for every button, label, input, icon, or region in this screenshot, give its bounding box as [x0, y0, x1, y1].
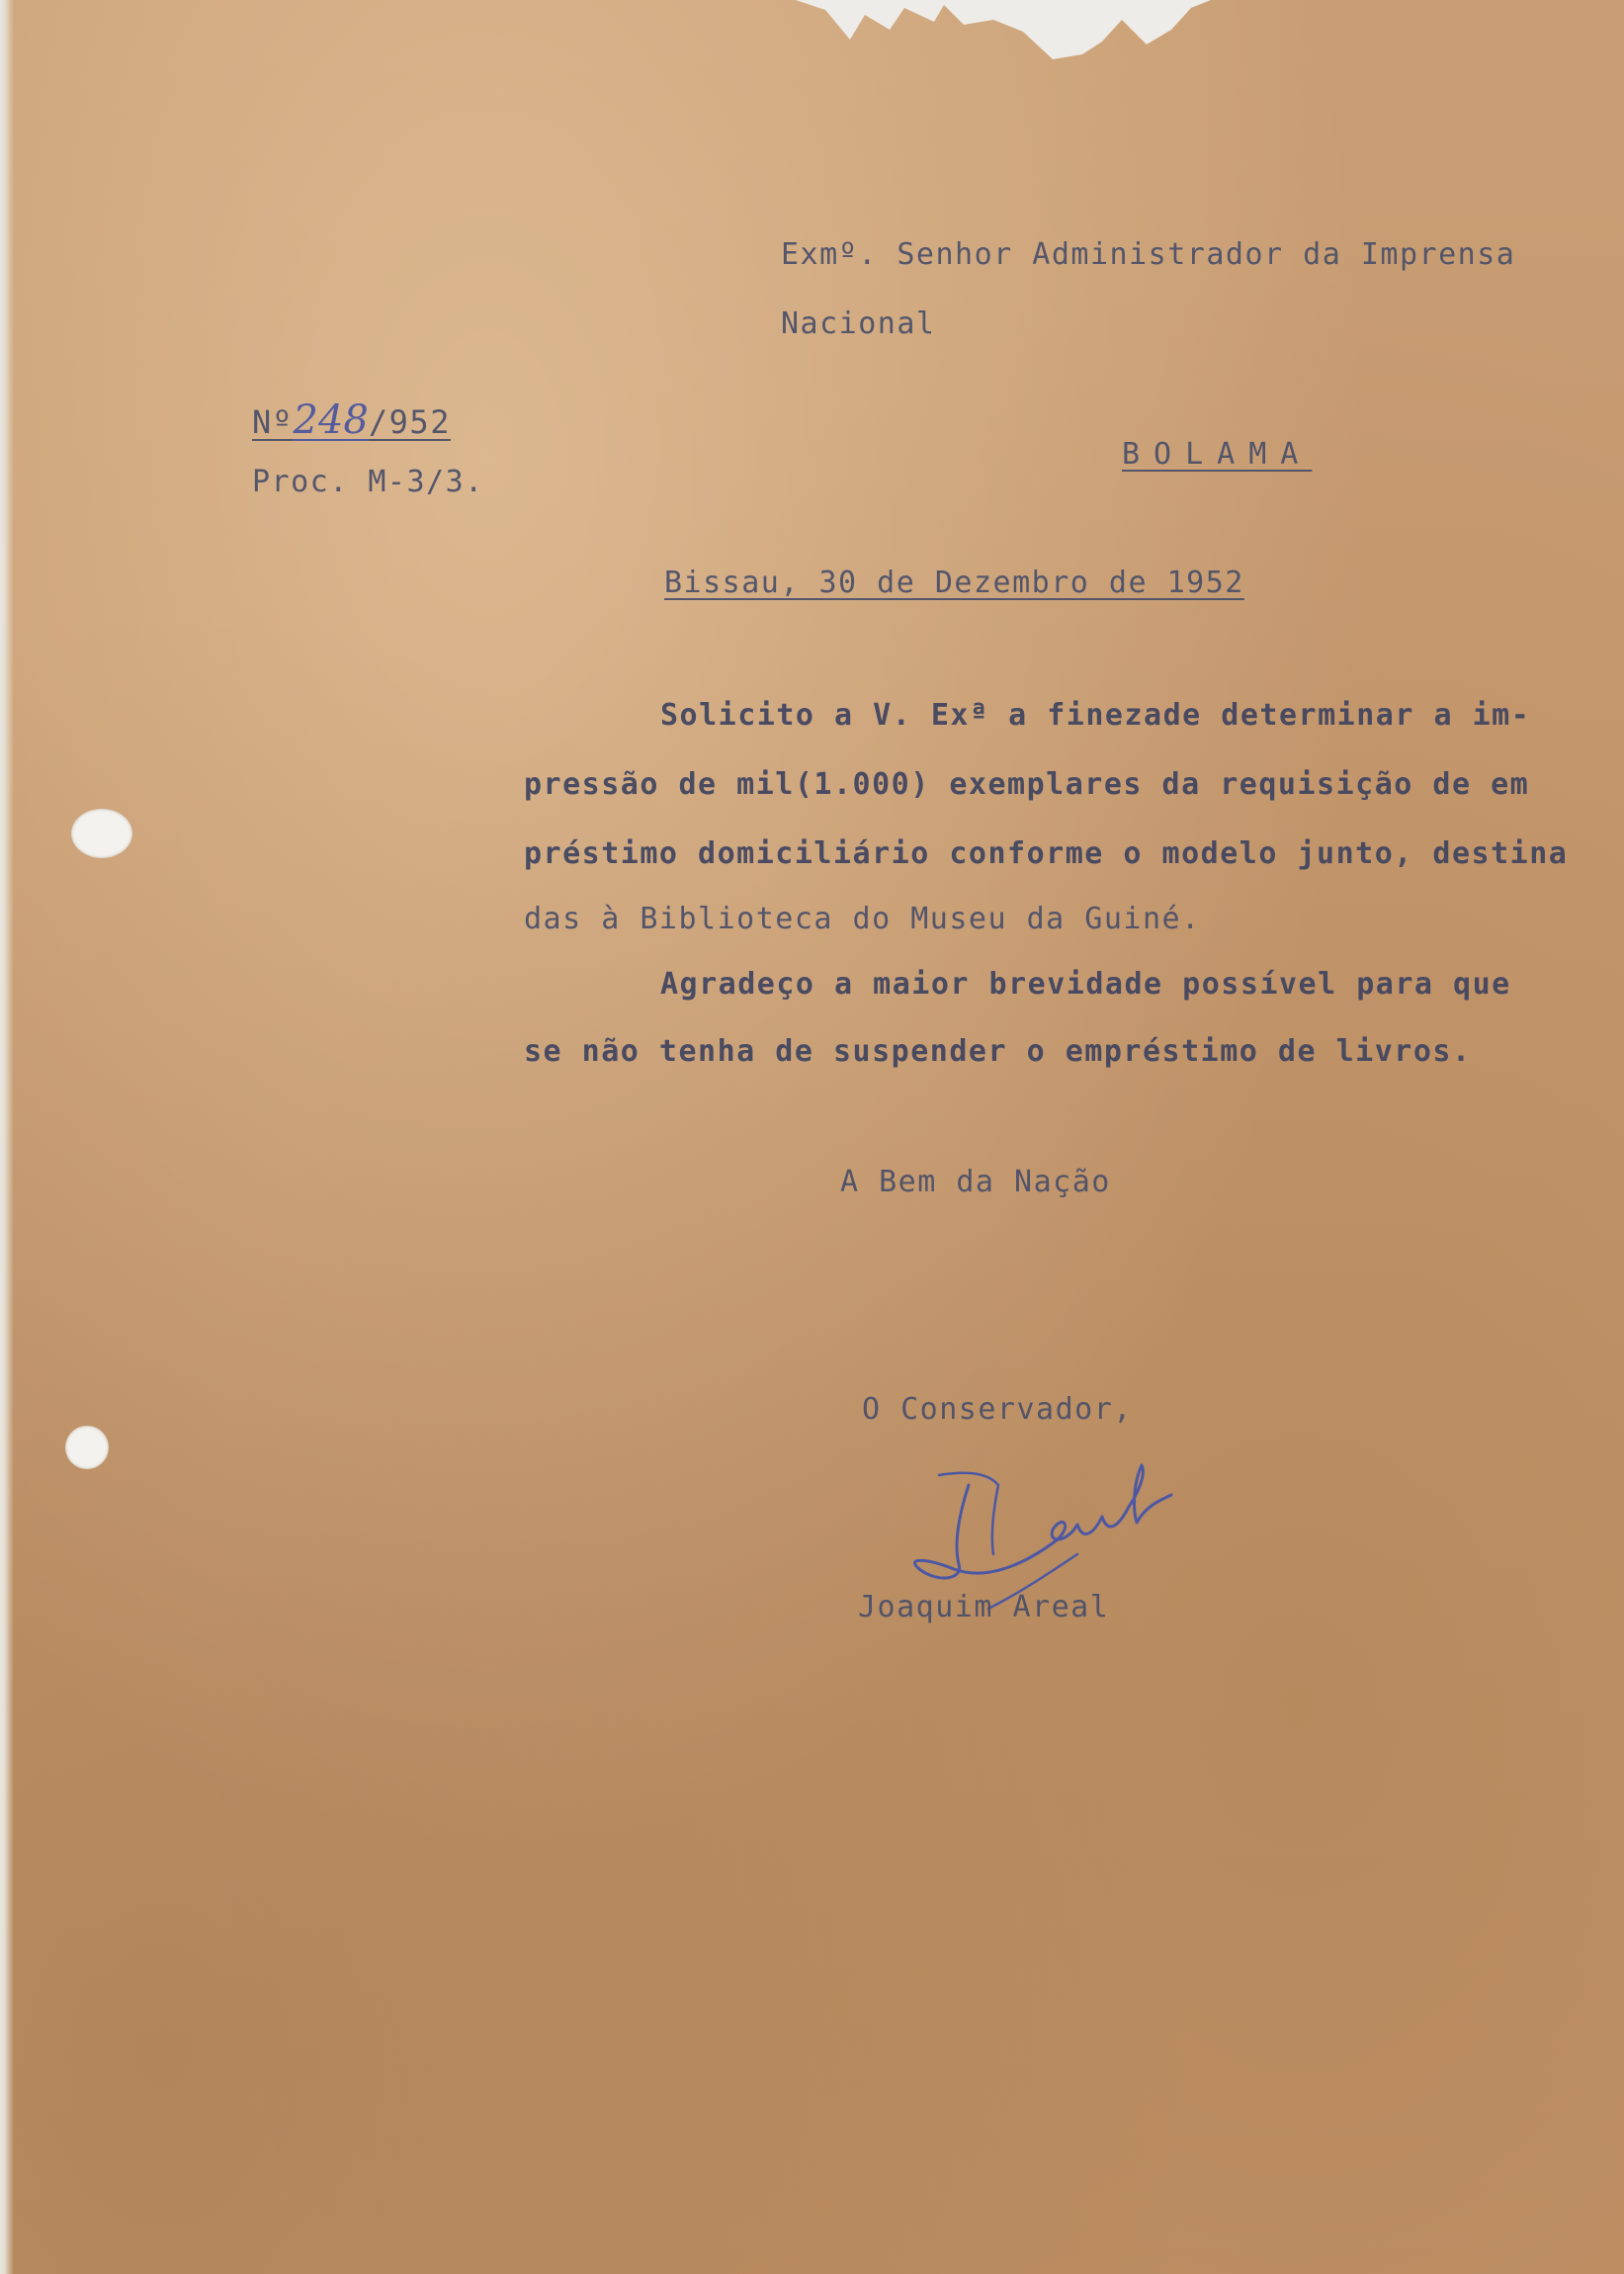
addressee-line: Nacional [781, 306, 936, 341]
addressee-line: Exmº. Senhor Administrador da Imprensa [781, 237, 1516, 272]
reference-prefix: Nº [252, 403, 294, 441]
body-line: préstimo domiciliário conforme o modelo junto, destina [524, 836, 1569, 871]
punch-hole [71, 809, 132, 858]
reference-number [252, 397, 451, 443]
body-line: das à Biblioteca do Museu da Guiné. [524, 902, 1201, 936]
page-edge [0, 0, 14, 2274]
body-line: se não tenha de suspender o empréstimo de livros. [524, 1034, 1472, 1069]
punch-hole [65, 1426, 109, 1469]
closing-formula: A Bem da Nação [840, 1165, 1111, 1199]
reference-suffix: /952 [368, 403, 451, 441]
city-heading: BOLAMA [1122, 437, 1313, 472]
signatory-title: O Conservador, [862, 1392, 1133, 1427]
date-line: Bissau, 30 de Dezembro de 1952 [664, 566, 1244, 600]
signatory-name: Joaquim Areal [858, 1590, 1110, 1624]
handwritten-signature [899, 1445, 1186, 1614]
body-line: Solicito a V. Exª a finezade determinar a im- [660, 698, 1531, 733]
reference-handwritten: 248 [293, 397, 369, 443]
body-line: Agradeço a maior brevidade possível para que [660, 967, 1511, 1002]
process-number: Proc. M-3/3. [252, 465, 484, 499]
torn-edge [796, 0, 1211, 79]
body-line: pressão de mil(1.000) exemplares da requisição de em [524, 767, 1530, 802]
